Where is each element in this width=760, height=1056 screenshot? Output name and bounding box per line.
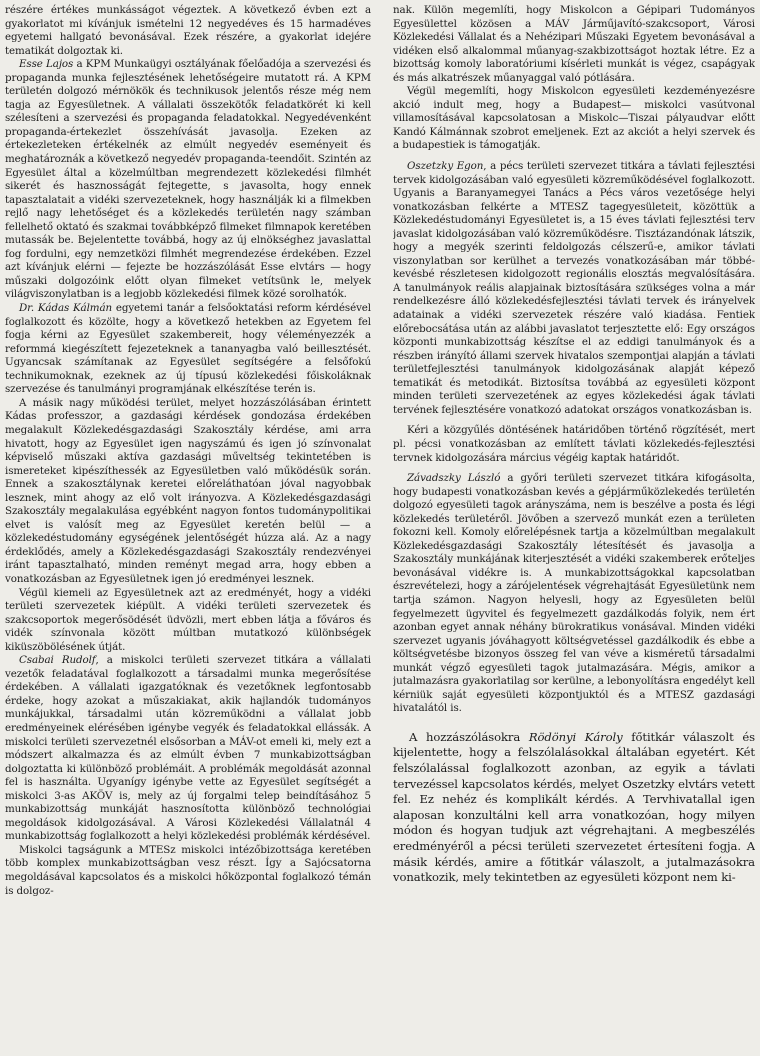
right-column-paragraph (393, 85, 755, 153)
left-column-paragraph (5, 397, 371, 587)
speaker-name: Esse Lajos (19, 58, 74, 71)
left-column-paragraph (5, 654, 371, 844)
paragraph-text: a KPM Munkaügyi osztályának főelőadója a szervezési és propaganda munka fejlesztésének lehetőségeire mutatott rá. A KPM területén dolgozó mérnökök és technikusok jelentős része még nem tagja az Egyesületnek. A vállalati összekötők feladatkörét ki kell szélesíteni a szervezési és propaganda feladatokkal. Negyedévenként propaganda-értekezlet összehívását javasolja. Ezeken az értekezleteken értékelnék az elmúlt negyedév eseményeit és meghatároznák a következő negyedév propaganda-teendőit. Szintén az Egyesület által a közelmúltban megrendezett közlekedési filmhét sikerét és hasznosságát fejtegette, s javasolta, hogy ennek tapasztalatait a vidéki szervezeteknek, hogy használják ki a filmekben rejlő nagy lehetőséget és a közlekedés területén nagy számban fellelhető oktató és szakmai továbbképző filmeket filmnapok keretében mutassák be. Bejelentette továbbá, hogy az új elnökséghez javaslattal fog fordulni, egy nemzetközi filmhét megrendezése érdekében. Ezzel azt kívánjuk elérni — fejezte be hozzászólását Esse elvtárs — hogy műszaki dolgozóink előtt olyan filmeket vetítsünk le, melyek világviszonylatban is a legjobb közlekedési filmek közé sorolhatók. (5, 58, 371, 301)
paragraph-text: részére értékes munkásságot végeztek. A következő évben ezt a gyakorlatot mi kívánjuk ismételni 12 negyedéves és 15 harmadéves egyetemi hallgató bevonásával. Ezek részére, a gyakorlat idejére tematikát dolgoztak ki. (5, 4, 371, 57)
right-column-paragraph (393, 472, 755, 716)
paragraph-text: A hozzászólásokra (409, 729, 529, 744)
left-column-paragraph (5, 302, 371, 397)
paragraph-text: a győri területi szervezet titkára kifogásolta, hogy budapesti vonatkozásban kevés a gépjárműközlekedés területén dolgozó egyesületi tagok arányszáma, nem is beszélve a posta és légi közlekedés területéről. Jövőben a szervező munkát ezen a területen fokozni kell. Komoly előrelépésnek tartja a közelmúltban megalakult Közlekedésgazdasági Szakosztály létesítését és javasolja a Szakosztály munkájának kiterjesztését a vidéki szakemberek erőteljes bevonásával vidékre is. A munkabizottságokkal kapcsolatban észrevételezi, hogy a zárójelentések végrehajtását Egyesületünk nem tartja számon. Nagyon helyesli, hogy az Egyesületen belül fegyelmezett ügyvitel és fegyelmezett gazdálkodás folyik, nem ért azonban egyet annak néhány bürokratikus vonásával. Minden vidéki szervezet ugyanis jóváhagyott költségvetéssel gazdálkodik és ebbe a költségvetésbe bizonyos összeg fel van véve a kisméretű társadalmi munkát végző egyesületi tagok jutalmazására. Mégis, amikor a jutalmazásra gyakorlatilag sor kerülne, a lebonyolításra engedélyt kell kérniük saját egyesületi központjuktól és a MTESZ gazdasági hivatalától is. (393, 472, 755, 715)
left-column-paragraph (5, 587, 371, 655)
paragraph-text: , a pécs területi szervezet titkára a távlati fejlesztési tervek kidolgozásában való egyesületi közreműködésével foglalkozott. Ugyanis a Baranyamegyei Tanács a Pécs város vezetősége helyi vonatkozásban felkérte a MTESZ tagegyesületeit, közöttük a Közlekedéstudományi Egyesületet is, a 15 éves távlati fejlesztési terv javaslat kidolgozásában való közreműködésre. Tisztázandónak látszik, hogy a megyék szerinti feldolgozás célszerű-e, amikor távlati viszonylatban sor kerülhet a tervezés vonatkozásában már többé-kevésbé részletesen kidolgozott regionális elosztás megvalósítására. A tanulmányok reális alapjainak biztosítására szükséges volna a már rendelkezésre álló közlekedésfejlesztési távlati tervek és irányelvek adatainak a vidéki szervezetek részére való kiadása. Fentiek előrebocsátása után az alábbi javaslatot terjesztette elő: Egy országos központi munkabizottság készítse el az eddigi tanulmányok és a részben irányító állami szervek hivatalos szempontjai alapján a távlati területfejlesztési tanulmányok kidolgozásának alapját képező tematikát és metodikát. Biztosítsa továbbá az egyesületi központ minden területi szervezetének az egyes közlekedési ágak távlati tervének fejlesztésére vonatkozó adatokat országos vonatkozásban is. (393, 160, 755, 416)
left-column (5, 4, 371, 1054)
left-column-paragraph (5, 844, 371, 898)
paragraph-text: nak. Külön megemlíti, hogy Miskolcon a Gépipari Tudományos Egyesülettel közösen a MÁV Járműjavító-szakcsoport, Városi Közlekedési Vállalat és a Nehézipari Műszaki Egyetem bevonásával a vidéken első alkalommal műanyag-szakbizottságot hoztak létre. Ez a bizottság komoly laboratóriumi kísérleti munkát is végez, csapágyak és más alkatrészek műanyaggal való pótlására. (393, 4, 755, 84)
paragraph-text: A másik nagy működési terület, melyet hozzászólásában érintett Kádas professzor, a gazdasági kérdések gondozása érdekében megalakult Közlekedésgazdasági Szakosztály kérdése, ami arra hivatott, hogy az Egyesület igen nagyszámú és igen jó színvonalat képviselő műszaki aktíva gazdasági műveltség tekintetében is ismereteket kipészíthessék az Egyesületben való működésük során. Ennek a szakosztálynak keretei előreláthatóan jóval nagyobbak lesznek, mint ahogy az elő volt irányozva. A Közlekedésgazdasági Szakosztály megalakulása egyébként nagyon fontos tudománypolitikai elvet is valósít meg az Egyesület keretén belül — a közlekedéstudomány egységének jelentőségét húzza alá. Az a nagy érdeklődés, amely a Közlekedésgazdasági Szakosztály rendezvényei iránt tapasztalható, minden reményt megad arra, hogy ebben a vonatkozásban az Egyesületnek igen jó eredményei lesznek. (5, 396, 371, 585)
right-column-paragraph (393, 160, 755, 417)
left-column-paragraph (5, 4, 371, 58)
paragraph-text: Végül kiemeli az Egyesületnek azt az eredményét, hogy a vidéki területi szervezetek kiépült. A vidéki területi szervezetek és szakcsoportok megerősödését üdvözli, mert ebben látja a főváros és vidék színvonala között múltban mutatkozó különbségek kiküszöbölésének útját. (5, 586, 371, 653)
right-column-paragraph (393, 730, 755, 886)
paragraph-text: Végül megemlíti, hogy Miskolcon egyesületi kezdeményezésre akció indult meg, hogy a Budapest— miskolci vasútvonal villamosításával kapcsolatosan a Miskolc—Tiszai pályaudvar előtt Kandó Kálmánnak szobrot emeljenek. Ezt az akciót a helyi szervek és a budapestiek is támogatják. (393, 85, 755, 152)
paragraph-text: egyetemi tanár a felsőoktatási reform kérdésével foglalkozott és közölte, hogy a következő hetekben az Egyetem fel fogja kérni az Egyesület szakembereit, hogy véleményezzék a reformmá kiegészített fejezeteknek a tananyagba való beillesztését. Ugyancsak számítanak az Egyesület segítségére a felsőfokú technikumoknak, ezeknek az új típusú közlekedési főiskoláknak szervezése és tanulmányi programjának elkészítése terén is. (5, 302, 371, 396)
right-column-paragraph (393, 4, 755, 85)
right-column-paragraph (393, 424, 755, 465)
speaker-name: Závadszky László (407, 472, 501, 485)
paragraph-text: Miskolci tagságunk a MTESz miskolci intézőbizottsága keretében több komplex munkabizottságban vesz részt. Így a Sajócsatorna megoldásával kapcsolatos és a miskolci hőközpontal foglalkozó témán is dolgoz- (5, 843, 371, 897)
speaker-name: Oszetzky Egon (407, 160, 484, 173)
speaker-name: Dr. Kádas Kálmán (19, 302, 113, 315)
paragraph-text: Kéri a közgyűlés döntésének határidőben történő rögzítését, mert pl. pécsi vonatkozásban az említett távlati közlekedés-fejlesztési tervnek kidolgozására március végéig kaptak határidőt. (393, 424, 755, 464)
paragraph-text: , a miskolci területi szervezet titkára a vállalati vezetők feladatával foglalkozott a társadalmi munka megerősítése érdekében. A vállalati igazgatóknak és vezetőknek legfontosabb érdeke, hogy azokat a műszakiakat, akik hajlandók tudományos munkájukkal, társadalmi után közreműködni a vállalat jobb eredményeinek elérésében igénybe vegyék és feladatokkal ellássák. A miskolci területi szervezetnél elsősorban a MÁV-ot emeli ki, mely ezt a módszert alkalmazza és az elmúlt évben 7 munkabizottságban dolgoztatta ki különböző problémáit. A problémák megoldását azonnal fel is használta. Ugyanígy igénybe vette az Egyesület segítségét a miskolci 3-as AKÖV is, mely az új forgalmi telep beindításához 5 munkabizottság munkáját hasznosította különböző technológiai megoldások kidolgozásával. A Városi Közlekedési Vállalatnál 4 munkabizottság foglalkozott a helyi közlekedési problémák kérdésével. (5, 654, 371, 843)
speaker-name: Csabai Rudolf (19, 654, 96, 667)
speaker-name: Rödönyi Károly (528, 729, 623, 744)
right-column (393, 4, 755, 1054)
left-column-paragraph (5, 58, 371, 302)
paragraph-text: főtitkár válaszolt és kijelentette, hogy a felszólalásokkal általában egyetért. Két felszólalással foglalkozott azonban, az egyik a távlati tervezéssel kapcsolatos kérdés, melyet Oszetzky elvtárs vetett fel. Ez nehéz és komplikált kérdés. A Tervhivatallal igen alaposan konzultálni kell arra vonatkozóan, hogy milyen módon és hogyan tudjuk azt végrehajtani. A megbeszélés eredményéről a pécsi területi szervezetet értesíteni fogja. A másik kérdés, amire a főtitkár válaszolt, a jutalmazásokra vonatkozik, mely tekintetben az egyesületi központ nem ki- (393, 729, 755, 885)
